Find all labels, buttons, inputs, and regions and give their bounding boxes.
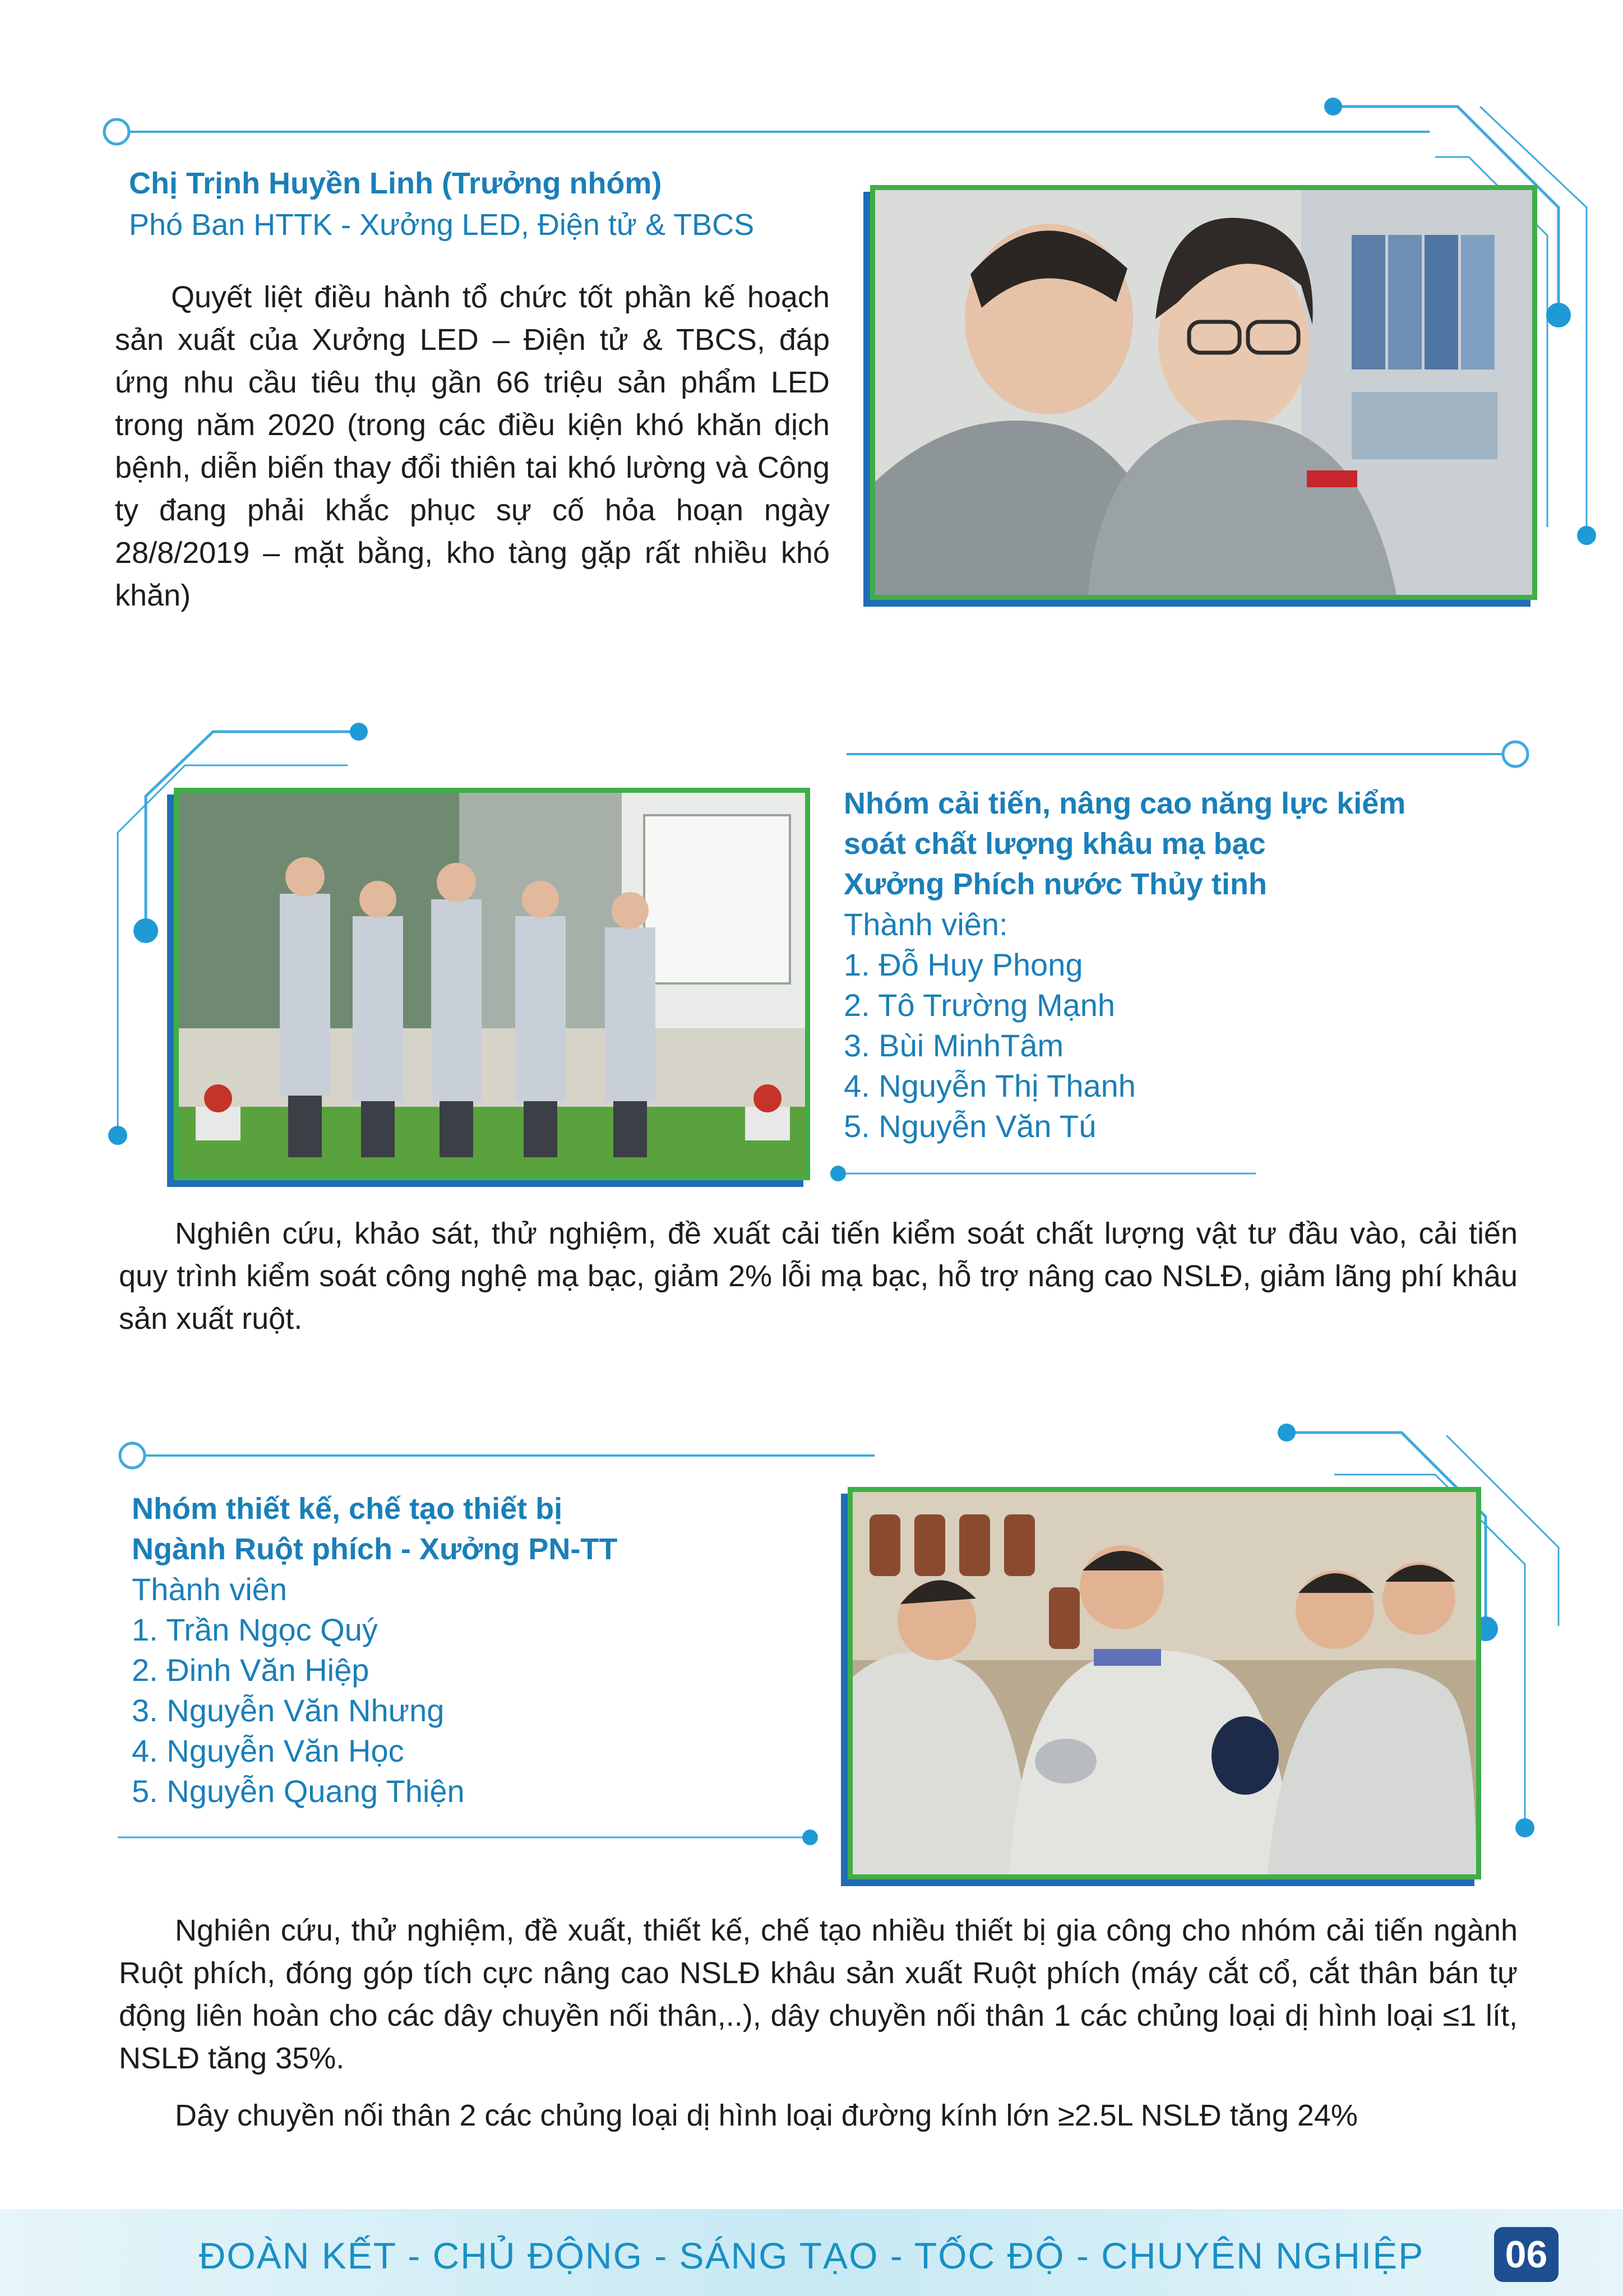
equipment-group-title-line-1: Nhóm thiết kế, chế tạo thiết bị <box>132 1492 563 1526</box>
equipment-description: Nghiên cứu, thử nghiệm, đề xuất, thiết kế, chế tạo nhiều thiết bị gia công cho nhóm cải tiến ngành Ruột phích, đóng góp tích cực nâng cao NSLĐ khâu sản xuất Ruột phích (máy cắt cổ, cắt thân bán tự động liên hoàn cho các dây chuyền nối thân,..), dây chuyền nối thân 1 các chủng loại dị hình loại ≤1 lít, NSLĐ tăng 35%. <box>119 1914 1518 2075</box>
page-number-badge: 06 <box>1494 2227 1559 2282</box>
photo-equipment-team <box>848 1487 1481 1879</box>
equipment-group-title-line-2: Ngành Ruột phích - Xưởng PN-TT <box>132 1532 618 1566</box>
equipment-member: 3. Nguyễn Văn Nhưng <box>132 1693 445 1728</box>
equipment-member: 1. Trần Ngọc Quý <box>132 1612 378 1647</box>
equipment-group-heading <box>132 1489 833 1812</box>
plating-members-label: Thành viên: <box>844 907 1008 942</box>
leader-description: Quyết liệt điều hành tổ chức tốt phần kế hoạch sản xuất của Xưởng LED – Điện tử & TBCS, đáp ứng nhu cầu tiêu thụ gần 66 triệu sản phẩm LED trong năm 2020 (trong các điều kiện khó khăn dịch bệnh, diễn biến thay đổi thiên tai khó lường và Công ty đang phải khắc phục sự cố hỏa hoạn ngày 28/8/2019 – mặt bằng, kho tàng gặp rất nhiều khó khăn) <box>115 280 830 612</box>
plating-member: 2. Tô Trường Mạnh <box>844 987 1116 1023</box>
equipment-member: 2. Đinh Văn Hiệp <box>132 1652 369 1688</box>
leader-role: Phó Ban HTTK - Xưởng LED, Điện tử & TBCS <box>129 208 755 242</box>
plating-member: 3. Bùi MinhTâm <box>844 1028 1064 1063</box>
plating-group-title-line-3: Xưởng Phích nước Thủy tinh <box>844 867 1267 901</box>
equipment-members-label: Thành viên <box>132 1572 288 1607</box>
plating-description: Nghiên cứu, khảo sát, thử nghiệm, đề xuất cải tiến kiểm soát chất lượng vật tư đầu vào, cải tiến quy trình kiểm soát công nghệ mạ bạc, giảm 2% lỗi mạ bạc, hỗ trợ nâng cao NSLĐ, giảm lãng phí khâu sản xuất ruột. <box>119 1217 1518 1336</box>
photo-leader-at-computer <box>870 185 1537 600</box>
equipment-member: 4. Nguyễn Văn Học <box>132 1733 404 1768</box>
section-leader <box>112 163 841 246</box>
equipment-member: 5. Nguyễn Quang Thiện <box>132 1773 465 1809</box>
leader-name: Chị Trịnh Huyền Linh (Trưởng nhóm) <box>129 167 662 200</box>
equipment-description-2: Dây chuyền nối thân 2 các chủng loại dị hình loại đường kính lớn ≥2.5L NSLĐ tăng 24% <box>175 2099 1358 2132</box>
plating-member: 5. Nguyễn Văn Tú <box>844 1108 1097 1144</box>
plating-member: 4. Nguyễn Thị Thanh <box>844 1068 1136 1103</box>
plating-member: 1. Đỗ Huy Phong <box>844 947 1083 982</box>
plating-group-title-line-2: soát chất lượng khâu mạ bạc <box>844 827 1266 861</box>
plating-group-heading <box>844 783 1573 1147</box>
photo-plating-team <box>174 788 810 1180</box>
footer-slogan: ĐOÀN KẾT - CHỦ ĐỘNG - SÁNG TẠO - TỐC ĐỘ - CHUYÊN NGHIỆP <box>198 2235 1425 2276</box>
plating-group-title-line-1: Nhóm cải tiến, nâng cao năng lực kiểm <box>844 787 1406 820</box>
